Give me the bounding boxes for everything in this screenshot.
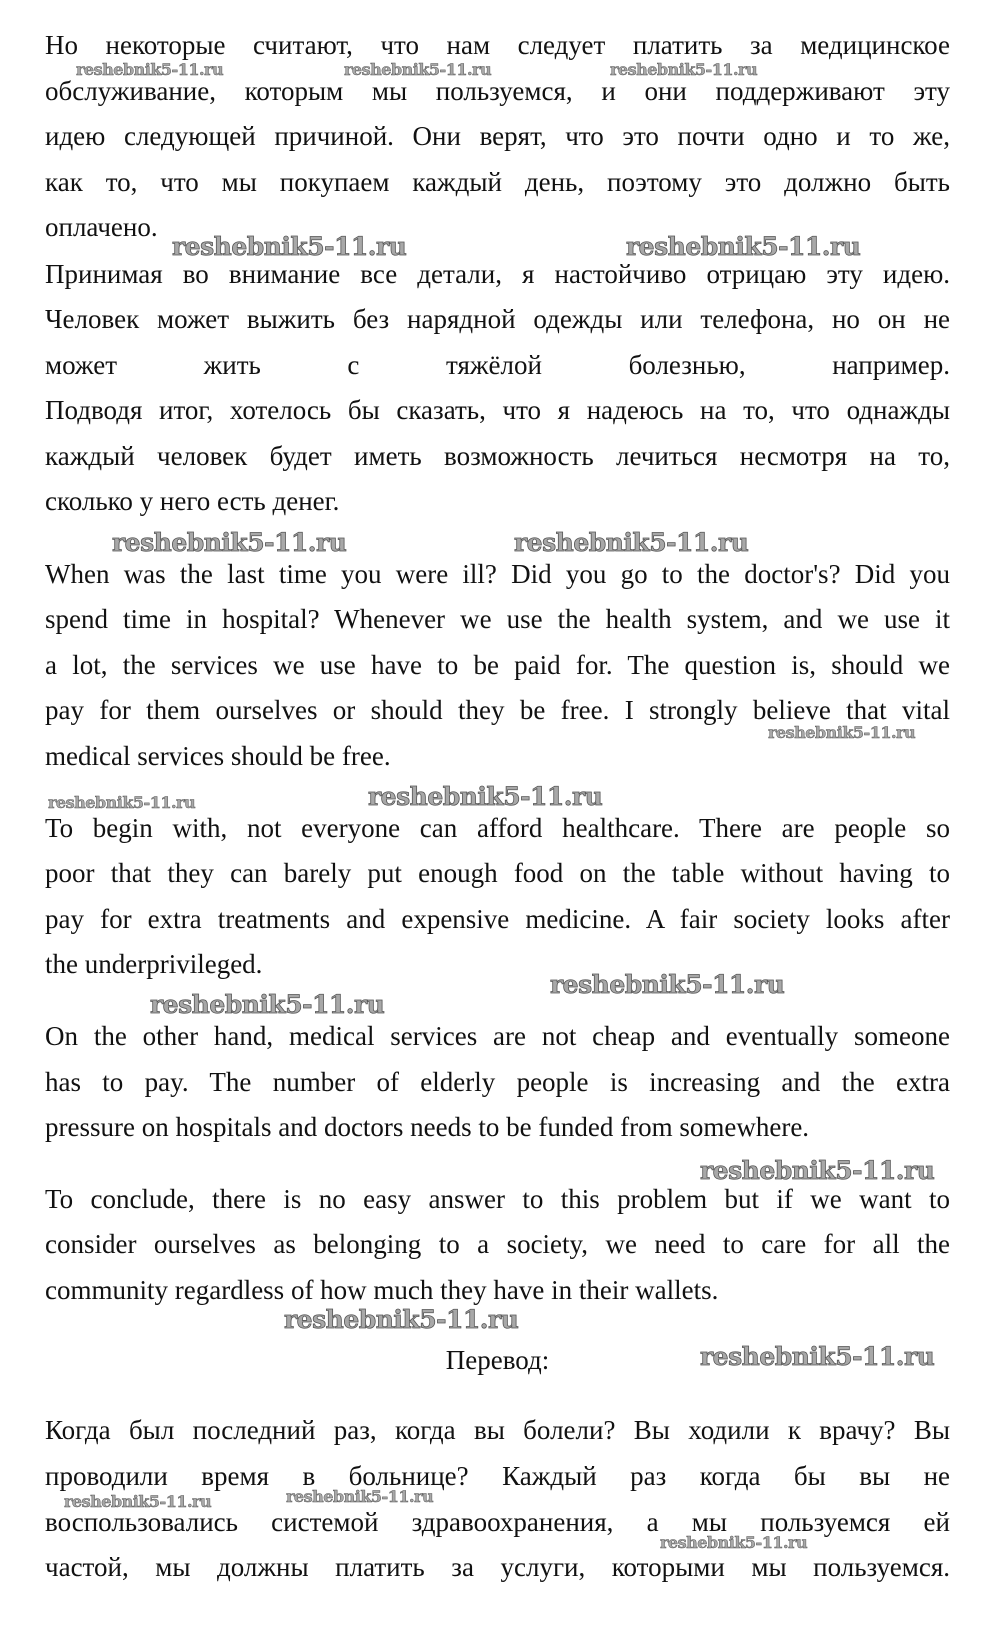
watermark: reshebnik5-11.ru xyxy=(172,232,407,261)
text-line: воспользовались системой здравоохранения, а мы пользуемся ей xyxy=(45,1507,950,1537)
text-line: Но некоторые считают, что нам следует платить за медицинское xyxy=(45,30,950,60)
text-line: On the other hand, medical services are not cheap and eventually someone xyxy=(45,1021,950,1051)
watermark: reshebnik5-11.ru xyxy=(514,528,749,557)
text-line: Принимая во внимание все детали, я настойчиво отрицаю эту идею. xyxy=(45,259,950,289)
text-line: To conclude, there is no easy answer to this problem but if we want to xyxy=(45,1184,950,1214)
watermark: reshebnik5-11.ru xyxy=(768,723,916,742)
text-line: consider ourselves as belonging to a society, we need to care for all the xyxy=(45,1229,950,1259)
text-line: pay for them ourselves or should they be free. I strongly believe that vital xyxy=(45,695,950,725)
watermark: reshebnik5-11.ru xyxy=(76,60,224,79)
watermark: reshebnik5-11.ru xyxy=(700,1156,935,1185)
text-line: каждый человек будет иметь возможность лечиться несмотря на то, xyxy=(45,441,950,471)
text-line: poor that they can barely put enough food on the table without having to xyxy=(45,858,950,888)
text-line: has to pay. The number of elderly people is increasing and the extra xyxy=(45,1067,950,1097)
watermark: reshebnik5-11.ru xyxy=(610,60,758,79)
text-line: обслуживание, которым мы пользуемся, и они поддерживают эту xyxy=(45,76,950,106)
text-line: pay for extra treatments and expensive medicine. A fair society looks after xyxy=(45,904,950,934)
text-line: community regardless of how much they have in their wallets. xyxy=(45,1275,719,1305)
text-line: Когда был последний раз, когда вы болели? Вы ходили к врачу? Вы xyxy=(45,1415,950,1445)
watermark: reshebnik5-11.ru xyxy=(150,990,385,1019)
text-line: Подводя итог, хотелось бы сказать, что я надеюсь на то, что однажды xyxy=(45,395,950,425)
watermark: reshebnik5-11.ru xyxy=(286,1487,434,1506)
translation-heading: Перевод: xyxy=(445,1345,550,1375)
text-line: проводили время в больнице? Каждый раз когда бы вы не xyxy=(45,1461,950,1491)
text-line: When was the last time you were ill? Did you go to the doctor's? Did you xyxy=(45,559,950,589)
watermark: reshebnik5-11.ru xyxy=(112,528,347,557)
text-line: идею следующей причиной. Они верят, что это почти одно и то же, xyxy=(45,121,950,151)
text-line: оплачено. xyxy=(45,212,158,242)
watermark: reshebnik5-11.ru xyxy=(626,232,861,261)
watermark: reshebnik5-11.ru xyxy=(550,970,785,999)
text-line: Человек может выжить без нарядной одежды или телефона, но он не xyxy=(45,304,950,334)
text-line: the underprivileged. xyxy=(45,949,263,979)
text-line: To begin with, not everyone can afford healthcare. There are people so xyxy=(45,813,950,843)
text-line: a lot, the services we use have to be paid for. The question is, should we xyxy=(45,650,950,680)
text-line: может жить с тяжёлой болезнью, например. xyxy=(45,350,950,380)
watermark: reshebnik5-11.ru xyxy=(344,60,492,79)
watermark: reshebnik5-11.ru xyxy=(284,1305,519,1334)
text-line: spend time in hospital? Whenever we use the health system, and we use it xyxy=(45,604,950,634)
text-line: pressure on hospitals and doctors needs to be funded from somewhere. xyxy=(45,1112,810,1142)
text-line: как то, что мы покупаем каждый день, поэтому это должно быть xyxy=(45,167,950,197)
text-line: сколько у него есть денег. xyxy=(45,486,340,516)
watermark: reshebnik5-11.ru xyxy=(368,782,603,811)
text-line: medical services should be free. xyxy=(45,741,391,771)
text-line: частой, мы должны платить за услуги, которыми мы пользуемся. xyxy=(45,1552,950,1582)
watermark: reshebnik5-11.ru xyxy=(700,1342,935,1371)
watermark: reshebnik5-11.ru xyxy=(64,1492,212,1511)
watermark: reshebnik5-11.ru xyxy=(48,793,196,812)
watermark: reshebnik5-11.ru xyxy=(660,1533,808,1552)
